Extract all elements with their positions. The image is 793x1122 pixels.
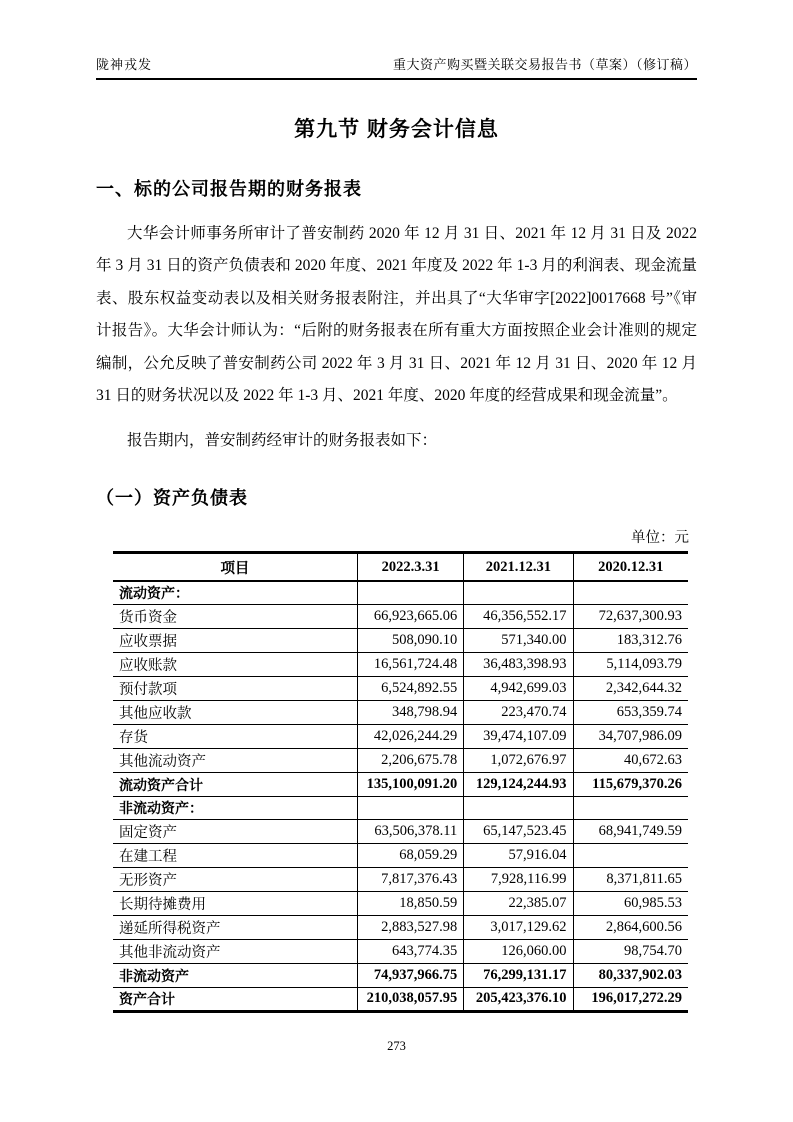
row-value: 68,059.29: [357, 844, 463, 868]
row-value: 65,147,523.45: [464, 820, 573, 844]
row-label: 货币资金: [113, 605, 357, 629]
page-content: [96, 0, 697, 1013]
table-row: [113, 581, 688, 605]
row-value: 205,423,376.10: [464, 987, 573, 1011]
row-value: 72,637,300.93: [573, 605, 688, 629]
row-label: 应收票据: [113, 629, 357, 653]
row-value: 571,340.00: [464, 629, 573, 653]
row-value: 63,506,378.11: [357, 820, 463, 844]
row-value: 80,337,902.03: [573, 964, 688, 988]
table-row: [113, 773, 688, 797]
row-label: 非流动资产: [113, 964, 357, 988]
table-row: [113, 677, 688, 701]
row-value: [464, 796, 573, 820]
row-label: 流动资产合计: [113, 773, 357, 797]
row-value: 643,774.35: [357, 940, 463, 964]
row-value: 74,937,966.75: [357, 964, 463, 988]
row-value: 46,356,552.17: [464, 605, 573, 629]
row-value: 36,483,398.93: [464, 653, 573, 677]
header-company-name: 陇神戎发: [96, 57, 153, 72]
row-value: 34,707,986.09: [573, 725, 688, 749]
table-row: [113, 749, 688, 773]
row-value: 196,017,272.29: [573, 987, 688, 1011]
section-heading: 一、标的公司报告期的财务报表: [96, 179, 362, 199]
row-value: 2,342,644.32: [573, 677, 688, 701]
row-label: 无形资产: [113, 868, 357, 892]
row-value: 2,864,600.56: [573, 916, 688, 940]
row-value: 40,672.63: [573, 749, 688, 773]
row-value: [357, 796, 463, 820]
row-value: 126,060.00: [464, 940, 573, 964]
table-row: [113, 605, 688, 629]
row-label: 资产合计: [113, 987, 357, 1011]
table-row: [113, 892, 688, 916]
row-value: 98,754.70: [573, 940, 688, 964]
row-value: 16,561,724.48: [357, 653, 463, 677]
column-header-2022: 2022.3.31: [357, 552, 463, 581]
row-label: 非流动资产：: [113, 796, 357, 820]
table-row: [113, 987, 688, 1011]
column-header-2021: 2021.12.31: [464, 552, 573, 581]
row-value: 60,985.53: [573, 892, 688, 916]
row-label: 流动资产：: [113, 581, 357, 605]
row-value: 68,941,749.59: [573, 820, 688, 844]
row-value: 8,371,811.65: [573, 868, 688, 892]
row-label: 其他应收款: [113, 701, 357, 725]
table-row: [113, 725, 688, 749]
row-value: 223,470.74: [464, 701, 573, 725]
row-value: 22,385.07: [464, 892, 573, 916]
balance-sheet-table: [113, 551, 688, 1013]
row-label: 应收账款: [113, 653, 357, 677]
row-value: 57,916.04: [464, 844, 573, 868]
subsection-heading: （一）资产负债表: [96, 487, 248, 508]
row-value: [573, 796, 688, 820]
table-row: [113, 964, 688, 988]
row-label: 在建工程: [113, 844, 357, 868]
row-value: [357, 581, 463, 605]
row-value: [573, 844, 688, 868]
row-label: 其他流动资产: [113, 749, 357, 773]
intro-paragraph: 报告期内，普安制药经审计的财务报表如下：: [127, 432, 438, 450]
row-label: 长期待摊费用: [113, 892, 357, 916]
row-value: 129,124,244.93: [464, 773, 573, 797]
row-label: 其他非流动资产: [113, 940, 357, 964]
row-value: 5,114,093.79: [573, 653, 688, 677]
row-label: 递延所得税资产: [113, 916, 357, 940]
table-row: [113, 796, 688, 820]
row-value: 7,928,116.99: [464, 868, 573, 892]
row-value: 183,312.76: [573, 629, 688, 653]
row-value: 115,679,370.26: [573, 773, 688, 797]
audit-paragraph: 大华会计师事务所审计了普安制药 2020 年 12 月 31 日、2021 年 12 月 31 日及 2022 年 3 月 31 日的资产负债表和 2020 年度、2021 年度及 2022 年 1-3 月的利润表、现金流量表、股东权益变动表以及相关财务报表附注，并出具了“大华审字[2022]0017668 号”《审计报告》。大华会计师认为：“后附的财务报表在所有重大方面按照企业会计准则的规定编制，公允反映了普安制药公司 2022 年 3 月 31 日、2021 年 12 月 31 日、2020 年 12 月 31 日的财务状况以及 2022 年 1-3 月、2021 年度、2020 年度的经营成果和现金流量”。: [96, 225, 697, 405]
row-label: 存货: [113, 725, 357, 749]
row-value: 18,850.59: [357, 892, 463, 916]
row-value: 4,942,699.03: [464, 677, 573, 701]
row-value: 3,017,129.62: [464, 916, 573, 940]
row-value: [573, 581, 688, 605]
page-number: 273: [387, 1039, 406, 1053]
chapter-title: 第九节 财务会计信息: [294, 118, 499, 141]
row-value: 653,359.74: [573, 701, 688, 725]
row-value: 76,299,131.17: [464, 964, 573, 988]
row-value: 7,817,376.43: [357, 868, 463, 892]
table-row: [113, 940, 688, 964]
header-report-title: 重大资产购买暨关联交易报告书（草案）（修订稿）: [392, 57, 697, 72]
row-value: 39,474,107.09: [464, 725, 573, 749]
row-value: 135,100,091.20: [357, 773, 463, 797]
row-value: 2,206,675.78: [357, 749, 463, 773]
table-row: [113, 701, 688, 725]
row-value: 1,072,676.97: [464, 749, 573, 773]
table-row: [113, 820, 688, 844]
table-row: [113, 916, 688, 940]
row-value: 42,026,244.29: [357, 725, 463, 749]
row-value: 508,090.10: [357, 629, 463, 653]
row-label: 固定资产: [113, 820, 357, 844]
row-value: 210,038,057.95: [357, 987, 463, 1011]
column-header-item: 项目: [113, 552, 357, 581]
unit-label: 单位：元: [631, 529, 689, 546]
running-header: [96, 0, 697, 80]
row-value: 348,798.94: [357, 701, 463, 725]
table-header-row: [113, 552, 688, 581]
table-row: [113, 653, 688, 677]
row-value: 66,923,665.06: [357, 605, 463, 629]
table-row: [113, 868, 688, 892]
column-header-2020: 2020.12.31: [573, 552, 688, 581]
row-value: 2,883,527.98: [357, 916, 463, 940]
row-value: [464, 581, 573, 605]
row-value: 6,524,892.55: [357, 677, 463, 701]
table-row: [113, 629, 688, 653]
row-label: 预付款项: [113, 677, 357, 701]
table-row: [113, 844, 688, 868]
